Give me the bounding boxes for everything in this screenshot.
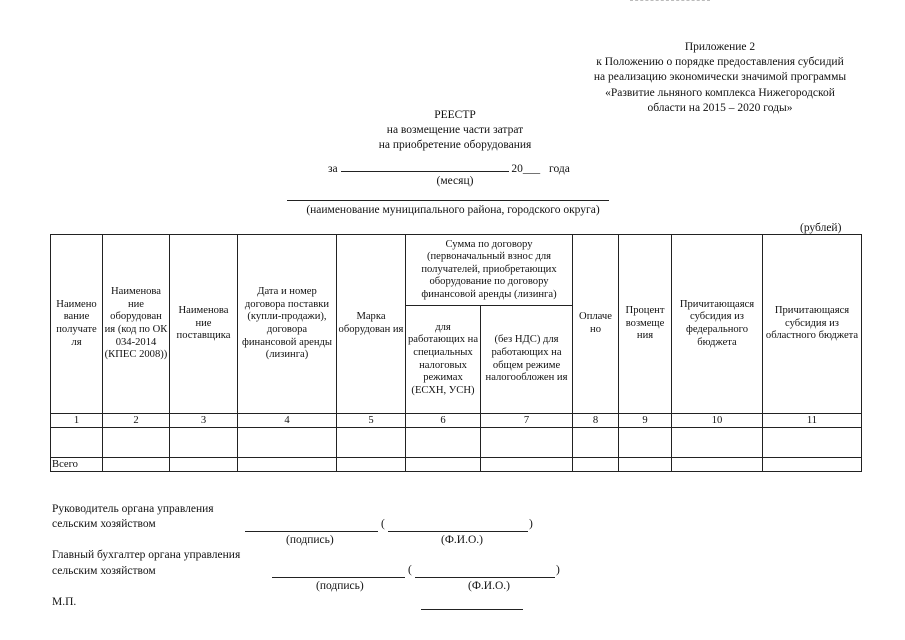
appendix-heading (555, 40, 885, 116)
total-cell[interactable] (481, 458, 573, 472)
header-paid: Оплаче но (573, 235, 619, 414)
title-line-2: на возмещение части затрат (386, 124, 524, 136)
total-cell[interactable] (573, 458, 619, 472)
total-cell[interactable] (672, 458, 763, 472)
total-cell[interactable] (170, 458, 238, 472)
column-number: 11 (763, 414, 862, 428)
appendix-line-1: Приложение 2 (684, 41, 756, 53)
total-row (51, 458, 862, 472)
column-number: 10 (672, 414, 763, 428)
accountant-fio-note: (Ф.И.О.) (468, 580, 510, 592)
appendix-line-5: области на 2015 – 2020 годы» (647, 101, 793, 114)
accountant-title-line-2: сельским хозяйством (52, 565, 156, 577)
header-equipment-name: Наименова ние оборудован ия (код по ОК 034-2014 (КПЕС 2008)) (103, 235, 170, 414)
head-title-line-2: сельским хозяйством (52, 518, 156, 530)
head-signature-note: (подпись) (286, 534, 334, 546)
head-signature-line[interactable] (245, 531, 378, 532)
total-cell[interactable] (337, 458, 406, 472)
table-cell[interactable] (672, 428, 763, 458)
accountant-fio-line[interactable] (415, 577, 555, 578)
table-cell[interactable] (763, 428, 862, 458)
total-label: Всего (51, 458, 103, 472)
table-cell[interactable] (51, 428, 103, 458)
header-federal-subsidy: Причитающаяся субсидия из федерального бюджета (672, 235, 763, 414)
column-number: 6 (406, 414, 481, 428)
head-title-line-1: Руководитель органа управления (52, 503, 214, 515)
table-cell[interactable] (337, 428, 406, 458)
district-note: (наименование муниципального района, городского округа) (306, 204, 600, 216)
accountant-signature-line[interactable] (272, 577, 405, 578)
title-line-3: на приобретение оборудования (378, 139, 532, 151)
header-special-tax-regime: для работающих на специальных налоговых режимах (ЕСХН, УСН) (406, 306, 481, 414)
total-cell[interactable] (103, 458, 170, 472)
title-main: РЕЕСТР (434, 109, 476, 121)
column-number: 9 (619, 414, 672, 428)
column-number: 5 (337, 414, 406, 428)
total-cell[interactable] (406, 458, 481, 472)
table-cell[interactable] (573, 428, 619, 458)
header-contract-sum: Сумма по договору (первоначальный взнос для получателей, приобретающих оборудование по договору финансовой аренды (лизинга) (406, 235, 573, 306)
appendix-line-4: «Развитие льняного комплекса Нижегородской (605, 86, 835, 99)
header-recipient: Наимено вание получате ля (51, 235, 103, 414)
accountant-signature-note: (подпись) (316, 580, 364, 592)
head-fio-open-paren: ( (381, 518, 385, 530)
units-label: (рублей) (800, 222, 842, 234)
column-number: 4 (238, 414, 337, 428)
accountant-title-line-1: Главный бухгалтер органа управления (52, 549, 241, 561)
table-cell[interactable] (238, 428, 337, 458)
document-title (300, 108, 610, 153)
period-prefix: за (328, 163, 338, 175)
column-number: 3 (170, 414, 238, 428)
total-cell[interactable] (238, 458, 337, 472)
total-cell[interactable] (763, 458, 862, 472)
period-line (328, 160, 570, 175)
district-blank-line[interactable] (287, 200, 609, 201)
column-number: 2 (103, 414, 170, 428)
header-reimbursement-percent: Процент возмеще ния (619, 235, 672, 414)
seal-line[interactable] (421, 609, 523, 610)
header-general-tax-regime: (без НДС) для работающих на общем режиме налогообложен ия (481, 306, 573, 414)
table-cell[interactable] (103, 428, 170, 458)
accountant-fio-open-paren: ( (408, 564, 412, 576)
scan-edge-mark (630, 0, 710, 1)
table-row (51, 428, 862, 458)
seal-label: М.П. (52, 596, 77, 608)
column-number-row (51, 414, 862, 428)
appendix-line-3: на реализацию экономически значимой программы (593, 71, 847, 84)
accountant-fio-close-paren: ) (556, 564, 560, 576)
column-number: 7 (481, 414, 573, 428)
period-suffix: года (549, 163, 570, 175)
month-note: (месяц) (436, 175, 474, 187)
table-cell[interactable] (481, 428, 573, 458)
header-supplier: Наименова ние поставщика (170, 235, 238, 414)
total-cell[interactable] (619, 458, 672, 472)
table-cell[interactable] (170, 428, 238, 458)
header-equipment-brand: Марка оборудован ия (337, 235, 406, 414)
appendix-line-2: к Положению о порядке предоставления субсидий (596, 56, 844, 69)
register-table (50, 234, 862, 472)
header-regional-subsidy: Причитающаяся субсидия из областного бюджета (763, 235, 862, 414)
column-number: 1 (51, 414, 103, 428)
head-fio-close-paren: ) (529, 518, 533, 530)
header-contract-date: Дата и номер договора поставки (купли-продажи), договора финансовой аренды (лизинга) (238, 235, 337, 414)
head-fio-line[interactable] (388, 531, 528, 532)
table-cell[interactable] (619, 428, 672, 458)
period-year[interactable]: 20___ (511, 163, 541, 175)
column-number: 8 (573, 414, 619, 428)
month-blank[interactable] (341, 160, 509, 172)
table-cell[interactable] (406, 428, 481, 458)
head-fio-note: (Ф.И.О.) (441, 534, 483, 546)
